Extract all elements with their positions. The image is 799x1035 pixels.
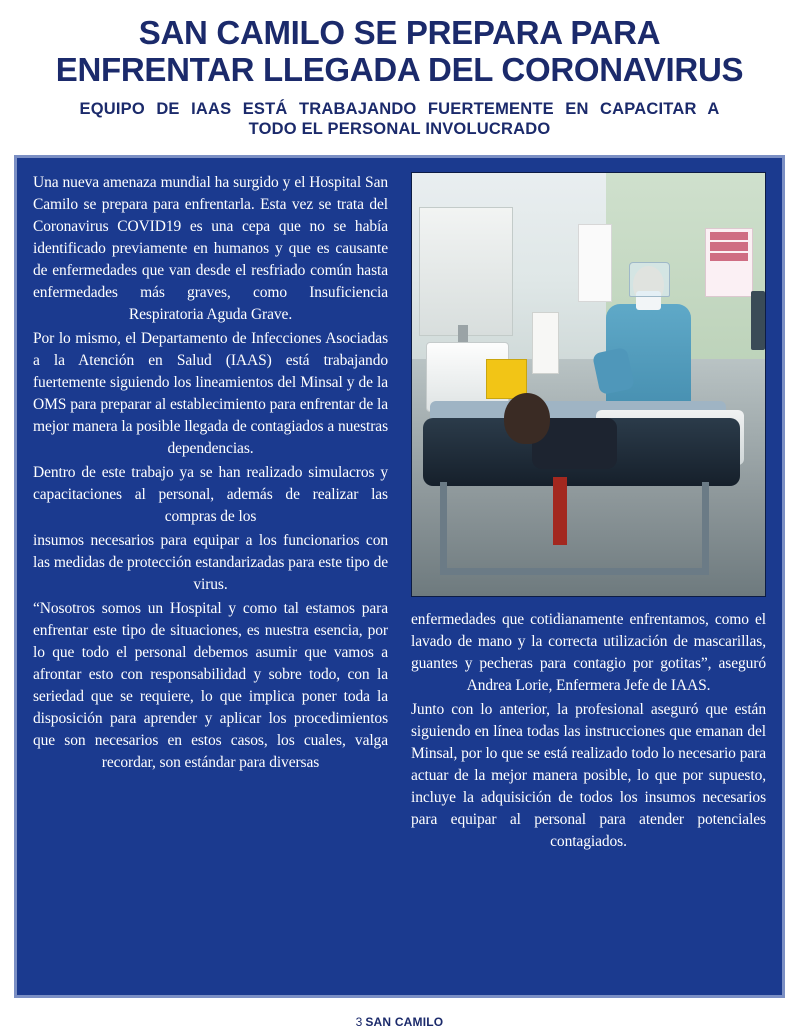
photo-nurse-face-shield <box>629 262 670 298</box>
article-paragraph: enfermedades que cotidianamente enfrentamos, como el lavado de mano y la correcta utilización de mascarillas, guantes y pecheras para contagio por gotitas”, aseguró Andrea Lorie, Enfermera Jefe de IAAS. <box>411 610 766 694</box>
article-columns <box>31 172 768 985</box>
photo-wall-device <box>751 291 765 350</box>
headline-line-2: ENFRENTAR LLEGADA DEL CORONAVIRUS <box>55 51 744 89</box>
article-paragraph: “Nosotros somos un Hospital y como tal estamos para enfrentar este tipo de situaciones, es nuestra esencia, por lo que todo el personal debemos asumir que vamos a afrontar esto con responsabilidad y sobre todo, con la seriedad que se requiere, lo que implica poner toda la disposición para aprender y aplicar los procedimientos que son necesarios en estos casos, los cuales, valga recordar, son estándar para diversas <box>33 599 388 771</box>
article-photo <box>411 172 766 597</box>
page-number: 3 <box>355 1015 363 1029</box>
photo-wall-poster-secondary <box>705 228 753 298</box>
subtitle-line-1: EQUIPO DE IAAS ESTÁ TRABAJANDO FUERTEMENTE EN CAPACITAR A <box>79 99 720 118</box>
photo-stretcher-frame <box>440 482 708 575</box>
article-right-column <box>411 609 766 855</box>
page-title <box>20 14 780 89</box>
footer-brand: SAN CAMILO <box>365 1015 444 1029</box>
headline-line-1: SAN CAMILO SE PREPARA PARA <box>138 14 661 51</box>
article-paragraph: insumos necesarios para equipar a los funcionarios con las medidas de protección estandarizadas para este tipo de virus. <box>33 531 388 593</box>
photo-soap-dispenser <box>532 312 559 373</box>
photo-stretcher-red-lever <box>553 477 567 545</box>
article-paragraph: Una nueva amenaza mundial ha surgido y el Hospital San Camilo se prepara para enfrentarla. Esta vez se trata del Coronavirus COVID19 es una cepa que no se había identificado previamente en humanos y que es causante de enfermedades que van desde el resfriado común hasta enfermedades más graves, como Insuficiencia Respiratoria Aguda Grave. <box>33 173 388 323</box>
subtitle-line-2: TODO EL PERSONAL INVOLUCRADO <box>248 119 551 138</box>
photo-patient-head <box>504 393 550 444</box>
article-body-block <box>14 155 785 998</box>
article-left-column <box>33 172 388 776</box>
article-paragraph: Junto con lo anterior, la profesional aseguró que están siguiendo en línea todas las instrucciones que emanan del Minsal, por lo que se está realizado todo lo necesario para actuar de la mejor manera posible, lo que por supuesto, incluye la adquisición de todos los insumos necesarios para equipar al personal para atender potenciales contagiados. <box>411 700 766 850</box>
photo-poster-stripe <box>710 232 749 240</box>
article-paragraph: Dentro de este trabajo ya se han realizado simulacros y capacitaciones al personal, además de realizar las compras de los <box>33 463 388 525</box>
photo-poster-stripe <box>710 242 749 250</box>
article-header <box>0 0 799 145</box>
article-subtitle <box>50 99 750 139</box>
page-footer <box>0 1015 799 1029</box>
article-paragraph: Por lo mismo, el Departamento de Infecciones Asociadas a la Atención en Salud (IAAS) está trabajando fuertemente siguiendo los lineamientos del Minsal y de la OMS para preparar al establecimiento para enfrentar de la mejor manera la posible llegada de contagiados a nuestras dependencias. <box>33 329 388 457</box>
photo-poster-stripe <box>710 253 749 261</box>
photo-wall-poster <box>578 224 612 302</box>
photo-cabinet <box>419 207 513 336</box>
